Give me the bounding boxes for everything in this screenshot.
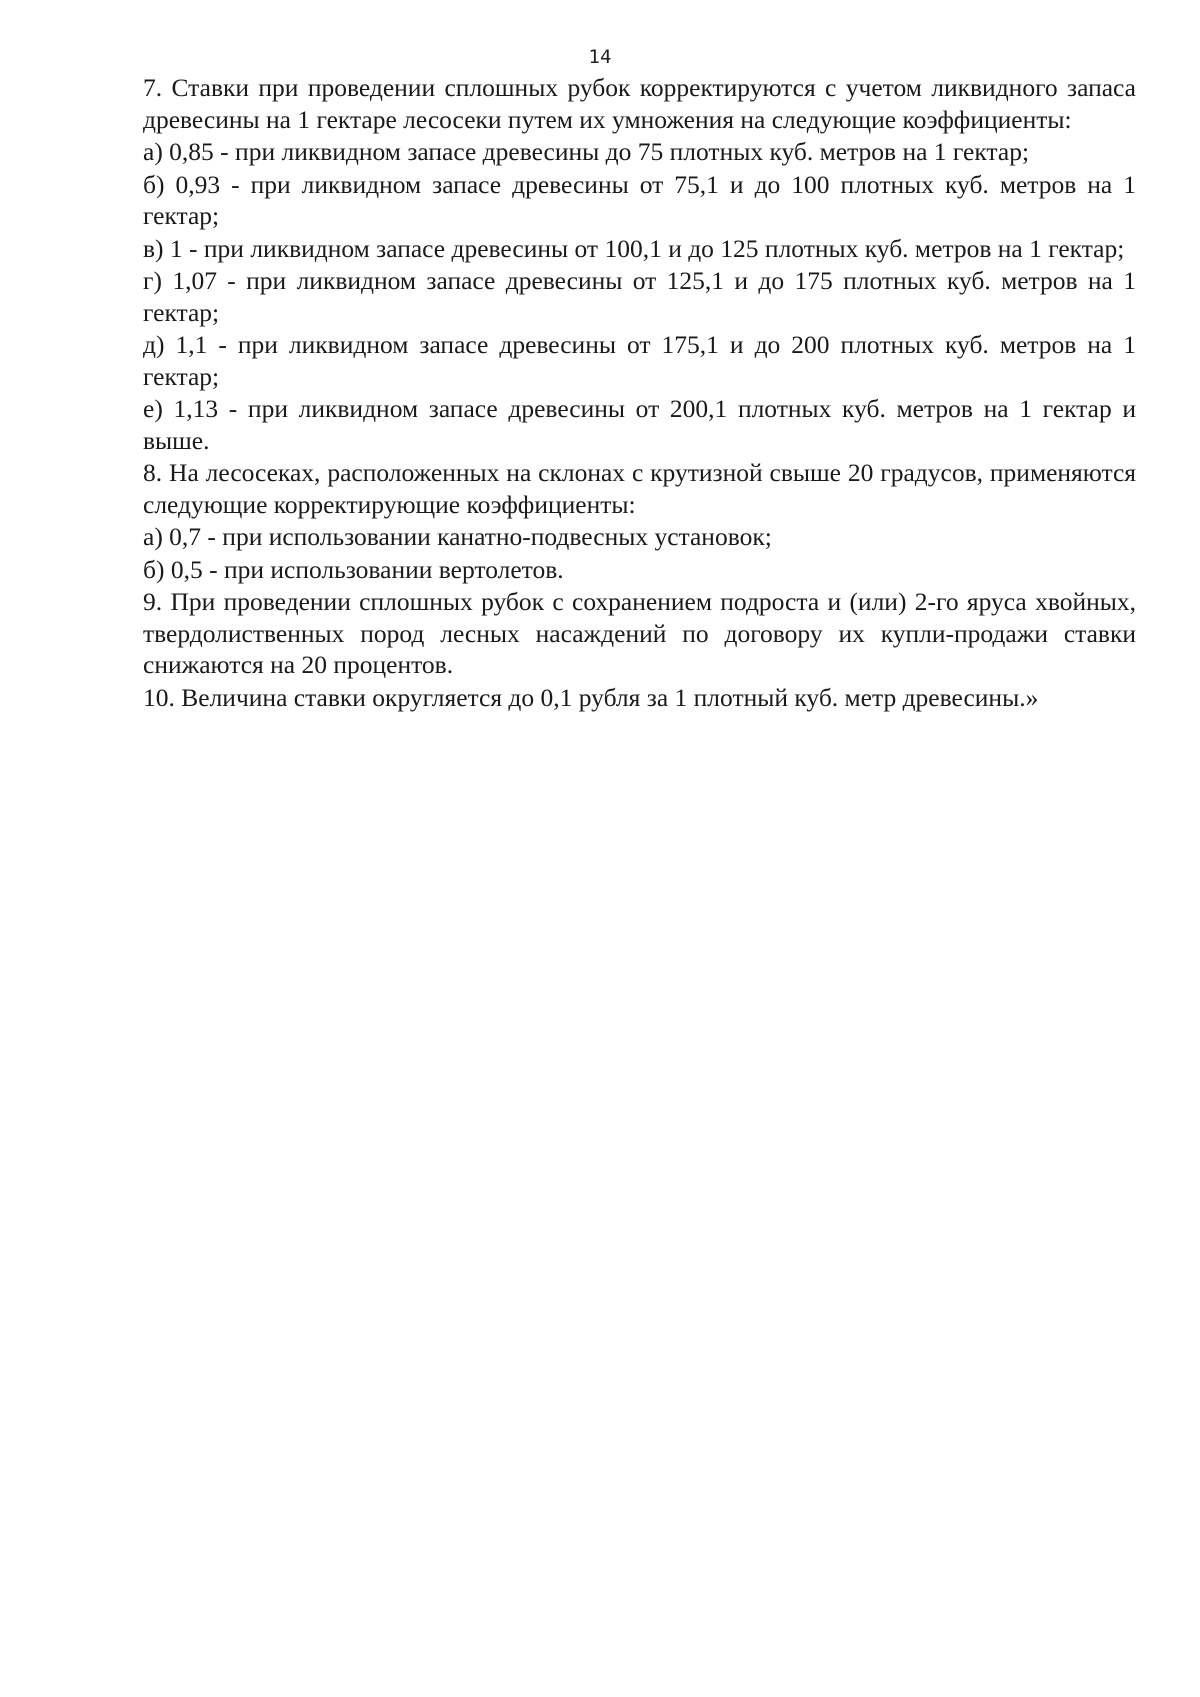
paragraph-7v: в) 1 - при ликвидном запасе древесины от 100,1 и до 125 плотных куб. метров на 1 гектар; xyxy=(143,233,1125,263)
paragraph-8b: б) 0,5 - при использовании вертолетов. xyxy=(143,554,564,584)
paragraph-8: 8. На лесосеках, расположенных на склонах с крутизной свыше 20 градусов, применяются следующие корректирующие коэффициенты: xyxy=(143,458,1136,519)
page-number: 14 xyxy=(588,46,612,68)
paragraph-7e: е) 1,13 - при ликвидном запасе древесины от 200,1 плотных куб. метров на 1 гектар и выше. xyxy=(143,394,1136,455)
paragraph-7d: д) 1,1 - при ликвидном запасе древесины от 175,1 и до 200 плотных куб. метров на 1 гектар; xyxy=(143,330,1136,391)
paragraph-7g: г) 1,07 - при ликвидном запасе древесины от 125,1 и до 175 плотных куб. метров на 1 гектар; xyxy=(143,266,1136,327)
paragraph-9: 9. При проведении сплошных рубок с сохранением подроста и (или) 2-го яруса хвойных, твердолиственных пород лесных насаждений по договору их купли-продажи ставки снижаются на 20 процентов. xyxy=(143,587,1136,679)
document-body xyxy=(143,72,1136,713)
paragraph-7: 7. Ставки при проведении сплошных рубок корректируются с учетом ликвидного запаса древесины на 1 гектаре лесосеки путем их умножения на следующие коэффициенты: xyxy=(143,73,1136,134)
paragraph-7a: а) 0,85 - при ликвидном запасе древесины до 75 плотных куб. метров на 1 гектар; xyxy=(143,137,1030,166)
paragraph-8a: а) 0,7 - при использовании канатно-подвесных установок; xyxy=(143,522,772,551)
paragraph-10: 10. Величина ставки округляется до 0,1 рубля за 1 плотный куб. метр древесины.» xyxy=(143,682,1039,712)
paragraph-7b: б) 0,93 - при ликвидном запасе древесины от 75,1 и до 100 плотных куб. метров на 1 гектар; xyxy=(143,169,1136,230)
